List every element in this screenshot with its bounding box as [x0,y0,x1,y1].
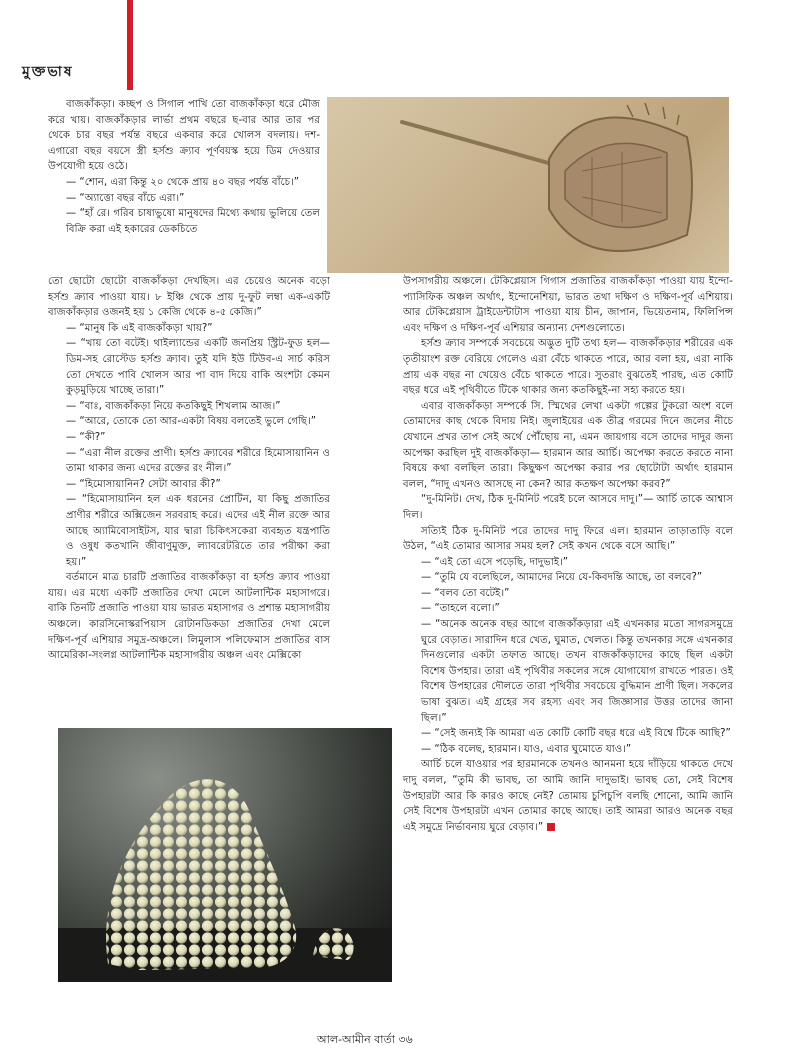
dialogue-line: — “এই তো এসে পড়েছি, দাদুভাই।” [421,556,569,568]
end-mark-icon [547,823,555,831]
dialogue-line: — “কী?” [66,431,106,443]
dialogue-line: — “মানুষ কি এই বাজকাঁকড়া খায়?” [66,322,213,334]
paragraph: তো ছোটো ছোটো বাজকাঁকড়া দেখছিস। এর চেয়েও অনেক বড়ো হর্সশু ক্র্যাব পাওয়া যায়। ৮ ইঞ্চি থেকে প্রায় দু-ফুট লম্বা এক-একটি বাজকাঁকড়ার ওজনই হয় ১ কেজি থেকে ৪-৫ কেজি।” [48,276,330,319]
dialogue-line: — “এরা নীল রক্তের প্রাণী। হর্সশু ক্র্যাবের শরীরে হিমোসায়ানিন ও তামা থাকার জন্য এদের রক্তের রং নীল।” [66,447,330,475]
dialogue-line: — “হিমোসায়ানিন? সেটা আবার কী?” [66,478,221,490]
header-accent-bar [127,0,133,90]
paragraph: সত্যিই ঠিক দু-মিনিট পরে তাদের দাদু ফিরে এল। হারমান তাড়াতাড়ি বলে উঠল, “এই তোমার আসার সময় হল? সেই কখন থেকে বসে আছি।” [403,525,733,553]
dialogue-line: — “বলব তো বটেই।” [421,587,510,599]
paragraph: “দু-মিনিট। দেখ, ঠিক দু-মিনিট পরেই চলে আসবে দাদু।”— আর্চি তাকে আশ্বাস দিল। [403,494,733,521]
dialogue-line: — “আরে, তোকে তো আর-একটা বিষয় বলতেই ভুলে গেছি।” [66,416,317,428]
paragraph: উপসাগরীয় অঞ্চলে। টেকিপ্লেয়াস গিগাস প্রজাতির বাজকাঁকড়া পাওয়া যায় ইন্দো-প্যাসিফিক অঞ্চল অর্থাৎ, ইন্দোনেশিয়া, ভারত তথা দক্ষিণ ও দক্ষিণ-পূর্ব এশিয়ায়। আর টেকিপ্লেয়াস ট্রাইডেন্টাটাস পাওয়া যায় চীন, জাপান, ভিয়েতনাম, ফিলিপিন্স এবং দক্ষিণ ও দক্ষিণ-পূর্ব এশিয়ার অন্যান্য দেশগুলোতে। [403,276,733,334]
dialogue-line: — “ঠিক বলেছ, হারমান। যাও, এবার ঘুমোতে যাও।” [421,743,632,755]
dialogue-line: — “অ্যাত্তো বছর বাঁচে এরা।” [66,192,185,204]
dialogue-line: — “শোন, এরা কিন্তু ২০ থেকে প্রায় ৪০ বছর পর্যন্ত বাঁচে।” [66,176,300,188]
section-title: মুক্তভাষ [22,64,74,80]
right-column [403,274,733,835]
horseshoe-crab-photo [327,97,729,273]
dialogue-line: — “হিমোসায়ানিন হল এক ধরনের প্রোটিন, যা কিছু প্রজাতির প্রাণীর শরীরে অক্সিজেন সরবরাহ করে। এদের এই নীল রক্তে আর আছে অ্যামিবোসাইটস, যার দ্বারা চিকিৎসকেরা ব্যবহৃত যন্ত্রপাতি ও ওষুধ কতখানি জীবাণুমুক্ত, ল্যাবরেটরিতে তার পরীক্ষা করা হয়।” [66,494,330,568]
dialogue-line: — “খায় তো বটেই। থাইল্যান্ডের একটি জনপ্রিয় স্ট্রিট-ফুড হল— ডিম-সহ রোস্টেড হর্সশু ক্র্যাব। তুই যদি ইউ টিউব-এ সার্চ করিস তো দেখতে পাবি খোলস আর পা বাদ দিয়ে বাকি অংশটা কেমন কুড়মুড়িয়ে খাচ্ছে তারা।” [66,338,330,397]
page-footer: আল-আমীন বার্তা ৩৬ [317,1033,413,1046]
left-column-top [48,97,320,237]
left-column-main [48,274,330,664]
dialogue-line: — “বাঃ, বাজকাঁকড়া নিয়ে কতকিছুই শিখলাম আজ।” [66,400,281,412]
dialogue-line: — “তাহলে বলো।” [421,603,500,615]
dialogue-line: — “সেই জন্যই কি আমরা এত কোটি কোটি বছর ধরে এই বিশ্বে টিকে আছি?” [421,728,731,740]
paragraph: হর্সশু ক্র্যাব সম্পর্কে সবচেয়ে অদ্ভুত দুটি তথ্য হল— বাজকাঁকড়ার শরীরের এক তৃতীয়াংশ রক্ত বেরিয়ে গেলেও এরা বেঁচে থাকতে পারে, আর বলা হয়, এরা নাকি প্রায় এক বছর না খেয়েও বেঁচে থাকতে পারে। সুতরাং বুঝতেই পারছ, এত কোটি বছর ধরে এই পৃথিবীতে টিকে থাকার জন্য কতকিছুই-না সহ্য করতে হয়। [403,338,733,397]
paragraph: বর্তমানে মাত্র চারটি প্রজাতির বাজকাঁকড়া বা হর্সশু ক্র্যাব পাওয়া যায়। এর মধ্যে একটি প্রজাতির দেখা মেলে আটলান্টিক মহাসাগরে। বাকি তিনটি প্রজাতি পাওয়া যায় ভারত মহাসাগর ও প্রশান্ত মহাসাগরীয় অঞ্চলে। কারসিনোস্করপিয়াস রোটানডিকডা প্রজাতির দেখা মেলে দক্ষিণ-পূর্ব এশিয়ার সমুদ্র-অঞ্চলে। লিমুলাস পলিফেমাস প্রজাতির বাস আমেরিকা-সংলগ্ন আটলান্টিক মহাসাগরীয় অঞ্চল এবং মেক্সিকো [48,572,330,662]
dialogue-line: — “অনেক অনেক বছর আগে বাজকাঁকড়ারা এই এখনকার মতো সাগরসমুদ্রে ঘুরে বেড়াত। সারাদিন ধরে খেত, ঘুমাত, খেলত। কিন্তু তখনকার সঙ্গে এখনকার দিনগুলোর একটা তফাত আছে। তখন বাজকাঁকড়াদের কাছে ছিল একটা বিশেষ উপহার। তারা এই পৃথিবীর সকলের সঙ্গে যোগাযোগ রাখতে পারত। ওই বিশেষ উপহারের দৌলতে তারা পৃথিবীর সবচেয়ে বুদ্ধিমান প্রাণী ছিল। সকলের ভাষা বুঝত। এই গ্রহের সব রহস্য এবং সব জিজ্ঞাসার উত্তর তাদের জানা ছিল।” [421,619,733,724]
crab-eggs-photo [58,728,392,982]
paragraph-final-text: আর্চি চলে যাওয়ার পর হারমানকে তখনও আনমনা হয়ে দাঁড়িয়ে থাকতে দেখে দাদু বলল, “তুমি কী ভাবছ, তা আমি জানি দাদুভাই। ভাবছ তো, সেই বিশেষ উপহারটা আর কি কারও কাছে নেই? তোমায় চুপিচুপি বলছি শোনো, আমি জানি সেই বিশেষ উপহারটা এখন তোমার কাছে আছে। তাই আমরা আরও অনেক বছর এই সমুদ্রে নির্ভাবনায় ঘুরে বেড়াব।” [403,759,733,833]
paragraph: বাজকাঁকড়া। কচ্ছপ ও সিগাল পাখি তো বাজকাঁকড়া ধরে মৌজ করে খায়। বাজকাঁকড়ার লার্ভা প্রথম বছরে ছ-বার আর তার পর থেকে চার বছর পর্যন্ত বছরে একবার করে খোলস বদলায়। দশ-এগারো বছর বয়সে স্ত্রী হর্সশু ক্র্যাব পূর্ণবয়স্ক হয়ে ডিম দেওয়ার উপযোগী হয়ে ওঠে। [48,99,320,173]
paragraph-final [403,757,733,835]
dialogue-line: — “তুমি যে বলেছিলে, আমাদের নিয়ে যে-কিবদন্তি আছে, তা বলবে?” [421,572,703,584]
dialogue-line: — “হাঁ রে। গরিব চাষাভুষো মানুষদের মিথ্যে কথায় ভুলিয়ে তেল বিক্রি করা এই হকারের ডেকচিতে [66,208,320,235]
paragraph: এবার বাজকাঁকড়া সম্পর্কে সি. স্মিথের লেখা একটা গল্পের টুকরো অংশ বলে তোমাদের কাছ থেকে বিদায় নিই। জুলাইয়ের এক তীব্র গরমের দিনে জলের নীচে যেখানে প্রখর তাপ সেই অর্থে পৌঁছোয় না, এমন জায়গায় বসে তাদের দাদুর জন্য অপেক্ষা করছিল দুই বাজকাঁকড়া— হারমান আর আর্চি। অপেক্ষা করতে করতে নানা বিষয়ে কথা বলছিল তারা। কিছুক্ষণ অপেক্ষা করার পর ছোটোটা অর্থাৎ হারমান বলল, “দাদু এখনও আসছে না কেন? আর কতক্ষণ অপেক্ষা করব?” [403,400,733,490]
